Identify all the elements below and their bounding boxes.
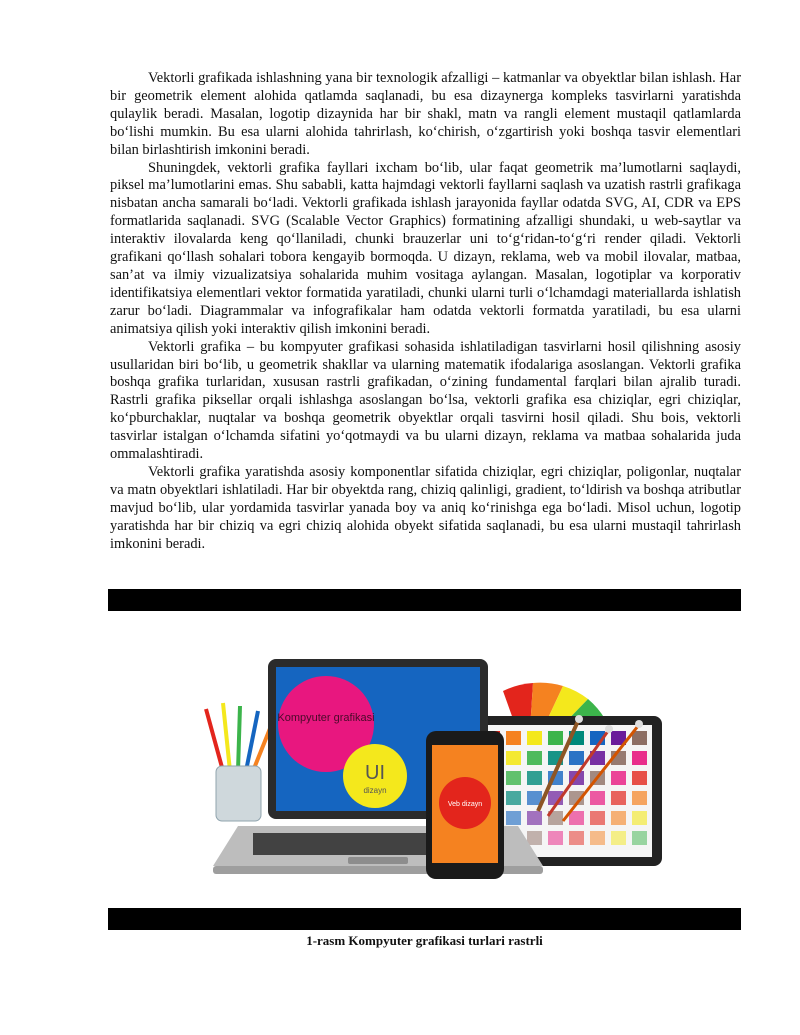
color-swatch (611, 811, 626, 825)
document-body (110, 70, 741, 553)
color-swatch (569, 751, 584, 765)
color-swatch (527, 731, 542, 745)
color-swatch (590, 811, 605, 825)
color-swatch (611, 791, 626, 805)
color-swatch (590, 791, 605, 805)
devices-illustration (108, 611, 741, 908)
color-swatch (527, 811, 542, 825)
color-swatch (527, 751, 542, 765)
paragraph: Vektorli grafika – bu kompyuter grafikasi sohasida ishlatiladigan tasvirlarni hosil qilishning asosiy usullaridan biri bo‘lib, u geometrik shakllar va ularning matematik ifodalariga asoslangan. Vektorli grafika boshqa grafika turlaridan, xususan rastrli grafikadan, o‘zining fundamental farqlari bilan ajralib turadi. Rastrli grafika piksellar orqali ishlashga asoslangan bo‘lsa, vektorli grafika esa chiziqlar, egri chiziqlar, ko‘pburchaklar, nuqtalar va boshqa geometrik obyektlar orqali tasvirni hosil qiladi. Shu bois, vektorli tasvirlar istalgan o‘lchamda sifatini yo‘qotmaydi va bu ularni dizayn, reklama va matbaa sohalarida juda ommalashtiradi. (110, 338, 741, 463)
color-swatch (632, 811, 647, 825)
color-swatch (569, 831, 584, 845)
color-swatch (632, 751, 647, 765)
figure-caption: 1-rasm Kompyuter grafikasi turlari rastrli (306, 933, 543, 948)
color-swatch (506, 751, 521, 765)
figure-bottom-bar (108, 908, 741, 930)
color-swatch (506, 791, 521, 805)
color-swatch (548, 731, 563, 745)
color-swatch (632, 791, 647, 805)
paragraph: Vektorli grafikada ishlashning yana bir texnologik afzalligi – katmanlar va obyektlar bilan ishlash. Har bir geometrik element alohida qatlamda saqlanadi, bu esa dizaynerga kompleks tasvirlarni yaratishda qulaylik beradi. Masalan, logotip dizaynida har bir shakl, matn va rangli element mustaqil qatlamlarda bo‘lishi mumkin. Bu esa ularni alohida tahrirlash, ko‘chirish, o‘zgartirish yoki boshqa tasvir elementlari bilan birlashtirish imkonini beradi. (110, 70, 741, 158)
color-swatch (527, 831, 542, 845)
color-swatch (527, 771, 542, 785)
color-swatch (506, 811, 521, 825)
ui-circle-subtext: dizayn (363, 786, 387, 795)
phone-circle-text: Veb dizayn (447, 801, 483, 808)
color-swatch (548, 831, 563, 845)
color-swatch (569, 811, 584, 825)
ui-circle-text: UI (365, 762, 385, 784)
color-swatch (506, 731, 521, 745)
laptop-circle-text: Kompyuter grafikasi (277, 712, 375, 724)
paragraph: Vektorli grafika yaratishda asosiy komponentlar sifatida chiziqlar, egri chiziqlar, poligonlar, nuqtalar va matn obyektlari ishlatiladi. Har bir obyektda rang, chiziq qalinligi, gradient, to‘ldirish va boshqa atributlar mavjud bo‘lib, ular yordamida tasvirlar yanada boy va aniq ko‘rinishga ega bo‘ladi. Misol uchun, logotip yaratishda har bir chiziq va egri chiziq alohida obyekt sifatida saqlanadi, bu esa ularni mustaqil tahrirlash imkonini beradi. (110, 463, 741, 552)
figure (108, 589, 741, 931)
color-swatch (632, 831, 647, 845)
color-swatch (590, 831, 605, 845)
color-swatch (506, 771, 521, 785)
color-swatch (611, 771, 626, 785)
figure-top-bar (108, 589, 741, 611)
paragraph: Shuningdek, vektorli grafika fayllari ixcham bo‘lib, ular faqat geometrik ma’lumotlarni saqlaydi, piksel ma’lumotlarini emas. Shu sababli, katta hajmdagi vektorli fayllarni saqlash va uzatish rastrli grafikaga nisbatan ancha samarali bo‘ladi. Vektorli grafikada ishlash jarayonida fayllar odatda SVG, AI, CDR va EPS formatlarida saqlanadi. SVG (Scalable Vector Graphics) formatining afzalligi shundaki, u web-saytlar va interaktiv ilovalarda keng qo‘llaniladi, chunki brauzerlar uni to‘g‘ridan-to‘g‘ri render qiladi. Vektorli grafikani qo‘llash sohalari tobora kengayib bormoqda. U dizayn, reklama, web va mobil ilovalar, matbaa, san’at va ilmiy vizualizatsiya sohalarida muhim vositaga aylangan. Masalan, logotiplar va korporativ identifikatsiya elementlari vektor formatida yaratiladi, chunki ularni turli o‘lchamdagi materiallarda ishlatish zarur bo‘ladi. Diagrammalar va infografikalar ham odatda vektorli formatda yaratiladi, bu esa ularni animatsiya qilish yoki interaktiv qilish imkonini beradi. (110, 159, 741, 337)
phone-icon (426, 731, 504, 879)
color-swatch (611, 831, 626, 845)
color-swatch (632, 771, 647, 785)
pencil-cup-icon (206, 703, 273, 821)
